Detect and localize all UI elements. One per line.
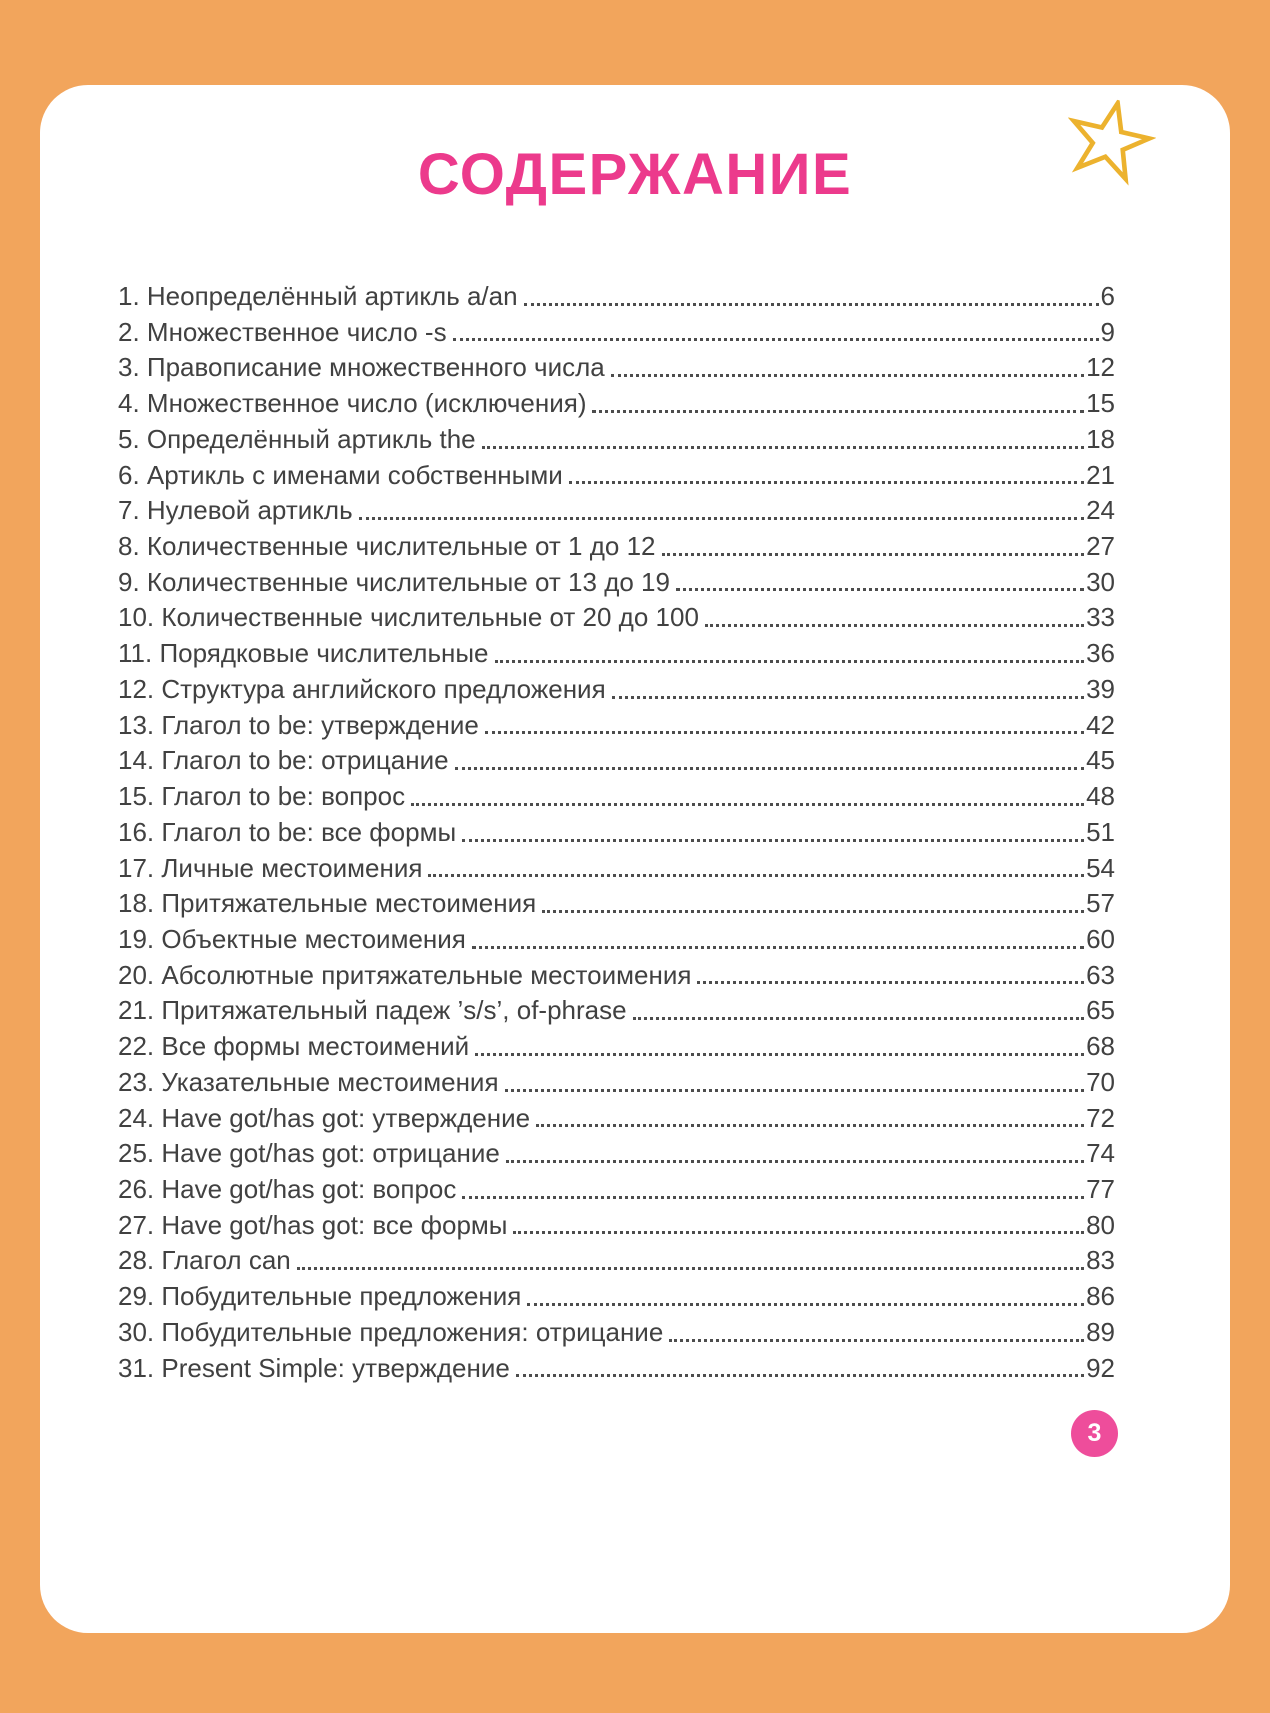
toc-entry-label: 25. Have got/has got: отрицание [118,1138,500,1169]
toc-entry [118,1172,1115,1208]
page-title: СОДЕРЖАНИЕ [417,142,853,207]
toc-entry-dotted-leader [569,481,1084,484]
toc-entry-dotted-leader [506,1160,1084,1163]
toc-entry-dotted-leader [705,624,1084,627]
toc-entry-label: 29. Побудительные предложения [118,1281,522,1312]
toc-entry-page-number: 21 [1086,459,1115,490]
contents-card [40,85,1230,1633]
toc-entry-dotted-leader [611,374,1084,377]
toc-entry-page-number: 83 [1086,1245,1115,1276]
toc-entry-dotted-leader [662,553,1085,556]
toc-entry-label: 17. Личные местоимения [118,852,423,883]
toc-entry [118,1101,1115,1137]
toc-entry-page-number: 89 [1086,1316,1115,1347]
toc-entry-page-number: 18 [1086,423,1115,454]
toc-entry-label: 10. Количественные числительные от 20 до 100 [118,602,699,633]
toc-entry-page-number: 48 [1086,781,1115,812]
toc-entry [118,458,1115,494]
toc-entry-page-number: 54 [1086,852,1115,883]
toc-entry-dotted-leader [513,1231,1084,1234]
toc-entry [118,529,1115,565]
page-number-badge [1071,1410,1118,1457]
toc-entry-page-number: 63 [1086,959,1115,990]
toc-entry-label: 5. Определённый артикль the [118,423,476,454]
toc-entry-label: 27. Have got/has got: все формы [118,1209,508,1240]
toc-entry-page-number: 70 [1086,1066,1115,1097]
toc-entry [118,1029,1115,1065]
toc-entry-dotted-leader [485,731,1084,734]
toc-entry [118,279,1115,315]
toc-entry-page-number: 39 [1086,673,1115,704]
toc-entry-dotted-leader [472,946,1084,949]
toc-entry [118,1065,1115,1101]
toc-entry-label: 6. Артикль с именами собственными [118,459,563,490]
toc-entry-dotted-leader [482,446,1084,449]
toc-entry-dotted-leader [612,696,1084,699]
toc-entry-page-number: 27 [1086,531,1115,562]
toc-entry-page-number: 30 [1086,566,1115,597]
toc-entry-page-number: 24 [1086,495,1115,526]
toc-entry [118,851,1115,887]
toc-entry-dotted-leader [462,1196,1084,1199]
toc-entry-label: 18. Притяжательные местоимения [118,888,537,919]
toc-entry [118,1208,1115,1244]
toc-entry-page-number: 15 [1086,388,1115,419]
toc-entry [118,493,1115,529]
toc-entry-page-number: 6 [1100,281,1115,311]
toc-entry [118,743,1115,779]
toc-entry-label: 14. Глагол to be: отрицание [118,745,449,776]
toc-entry [118,1243,1115,1279]
toc-entry-dotted-leader [697,981,1084,984]
toc-entry-label: 2. Множественное число -s [118,316,447,347]
toc-entry [118,1351,1115,1387]
toc-entry-label: 15. Глагол to be: вопрос [118,781,406,812]
toc-entry-page-number: 9 [1100,316,1115,347]
toc-entry-dotted-leader [505,1089,1085,1092]
toc-entry-dotted-leader [527,1303,1084,1306]
toc-entry-dotted-leader [676,588,1084,591]
toc-entry-label: 13. Глагол to be: утверждение [118,709,479,740]
toc-entry [118,1136,1115,1172]
toc-entry [118,708,1115,744]
toc-entry-dotted-leader [428,874,1084,877]
toc-entry-page-number: 86 [1086,1281,1115,1312]
toc-entry-dotted-leader [453,338,1099,341]
toc-entry-page-number: 12 [1086,352,1115,383]
toc-entry-page-number: 42 [1086,709,1115,740]
toc-entry-dotted-leader [359,517,1084,520]
toc-entry-label: 1. Неопределённый артикль a/an [118,281,518,311]
toc-entry-dotted-leader [592,410,1084,413]
toc-entry-label: 9. Количественные числительные от 13 до 19 [118,566,670,597]
toc-entry [118,779,1115,815]
toc-entry-label: 4. Множественное число (исключения) [118,388,587,419]
toc-entry-label: 11. Порядковые числительные [118,638,489,669]
toc-entry-label: 26. Have got/has got: вопрос [118,1173,457,1204]
toc-entry-dotted-leader [516,1374,1084,1377]
toc-entry-page-number: 33 [1086,602,1115,633]
toc-entry [118,958,1115,994]
page-number: 3 [1087,1419,1102,1448]
toc-entry-label: 16. Глагол to be: все формы [118,816,457,847]
toc-entry [118,315,1115,351]
toc-entry-page-number: 60 [1086,923,1115,954]
toc-entry [118,1315,1115,1351]
toc-entry-page-number: 80 [1086,1209,1115,1240]
toc-entry-dotted-leader [495,660,1085,663]
toc-entry-dotted-leader [455,767,1085,770]
toc-entry-dotted-leader [411,803,1084,806]
toc-entry-dotted-leader [542,910,1084,913]
toc-entry-label: 28. Глагол can [118,1245,291,1276]
toc-entry [118,1279,1115,1315]
toc-entry-dotted-leader [669,1339,1084,1342]
toc-entry-label: 3. Правописание множественного числа [118,352,605,383]
toc-entry-page-number: 45 [1086,745,1115,776]
toc-entry-label: 21. Притяжательный падеж ’s/s’, of-phrase [118,995,627,1026]
toc-entry-page-number: 77 [1086,1173,1115,1204]
toc-entry-dotted-leader [297,1267,1084,1270]
toc-entry [118,993,1115,1029]
toc-entry [118,672,1115,708]
toc-entry-page-number: 57 [1086,888,1115,919]
toc-entry-page-number: 36 [1086,638,1115,669]
toc-entry-page-number: 92 [1086,1352,1115,1383]
toc-entry [118,886,1115,922]
toc-entry-page-number: 72 [1086,1102,1115,1133]
toc-entry-dotted-leader [524,303,1099,306]
toc-entry-dotted-leader [462,839,1084,842]
toc-entry-label: 31. Present Simple: утверждение [118,1352,510,1383]
toc-entry-label: 19. Объектные местоимения [118,923,466,954]
toc-entry-label: 23. Указательные местоимения [118,1066,499,1097]
toc-entry-label: 22. Все формы местоимений [118,1031,470,1062]
toc-entry-dotted-leader [536,1124,1084,1127]
toc-entry [118,422,1115,458]
toc-entry-dotted-leader [475,1053,1084,1056]
toc-entry [118,565,1115,601]
toc-entry [118,922,1115,958]
toc-entry [118,636,1115,672]
toc-entry-page-number: 68 [1086,1031,1115,1062]
toc-entry-page-number: 65 [1086,995,1115,1026]
toc-entry-page-number: 51 [1086,816,1115,847]
toc-entry-label: 7. Нулевой артикль [118,495,353,526]
toc-entry-label: 24. Have got/has got: утверждение [118,1102,531,1133]
toc-entry-dotted-leader [633,1017,1084,1020]
toc-entry-label: 20. Абсолютные притяжательные местоимения [118,959,692,990]
contents-header [40,85,1230,207]
toc-entry [118,386,1115,422]
toc-entry-label: 30. Побудительные предложения: отрицание [118,1316,664,1347]
toc-entry-page-number: 74 [1086,1138,1115,1169]
toc-entry [118,815,1115,851]
toc-entry-label: 8. Количественные числительные от 1 до 12 [118,531,656,562]
toc-entry [118,350,1115,386]
toc-list [40,279,1230,1386]
toc-entry-label: 12. Структура английского предложения [118,673,606,704]
toc-entry [118,600,1115,636]
